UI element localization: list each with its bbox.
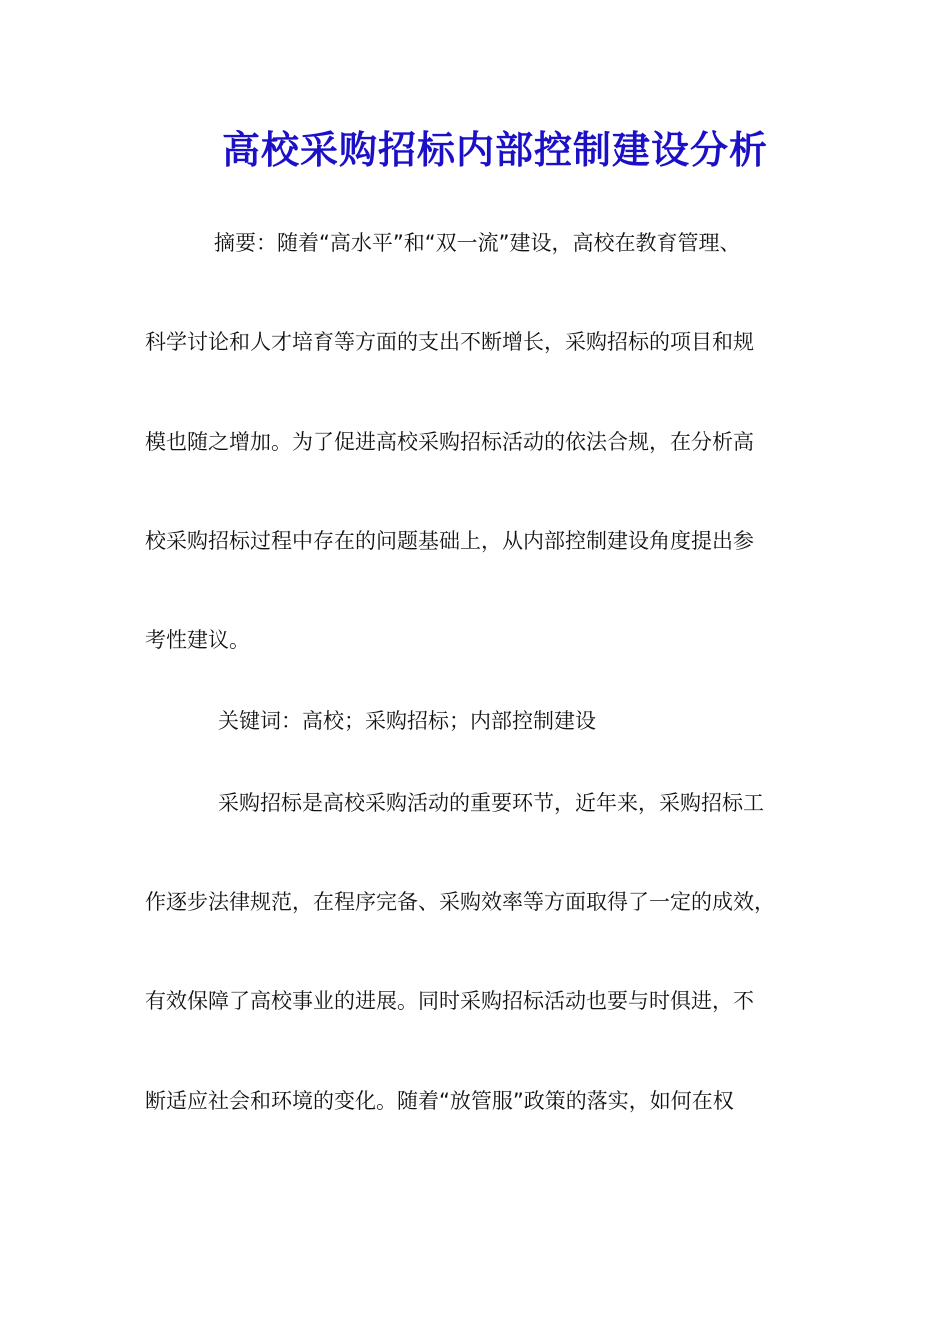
keywords-line: 关键词：高校；采购招标；内部控制建设 [218,709,596,733]
body-line-2: 作逐步法律规范，在程序完备、采购效率等方面取得了一定的成效， [145,890,775,914]
document-title: 高校采购招标内部控制建设分析 [221,127,768,172]
abstract-line-2: 科学讨论和人才培育等方面的支出不断增长，采购招标的项目和规 [145,330,754,354]
body-line-3: 有效保障了高校事业的进展。同时采购招标活动也要与时俱进，不 [145,989,754,1013]
abstract-line-4: 校采购招标过程中存在的问题基础上，从内部控制建设角度提出参 [145,529,754,553]
body-line-1: 采购招标是高校采购活动的重要环节，近年来，采购招标工 [218,791,764,815]
abstract-line-3: 模也随之增加。为了促进高校采购招标活动的依法合规，在分析高 [145,430,754,454]
body-line-4: 断适应社会和环境的变化。随着“放管服”政策的落实，如何在权 [145,1089,734,1113]
abstract-line-1: 摘要：随着“高水平”和“双一流”建设，高校在教育管理、 [214,231,741,255]
abstract-line-5: 考性建议。 [145,628,250,652]
